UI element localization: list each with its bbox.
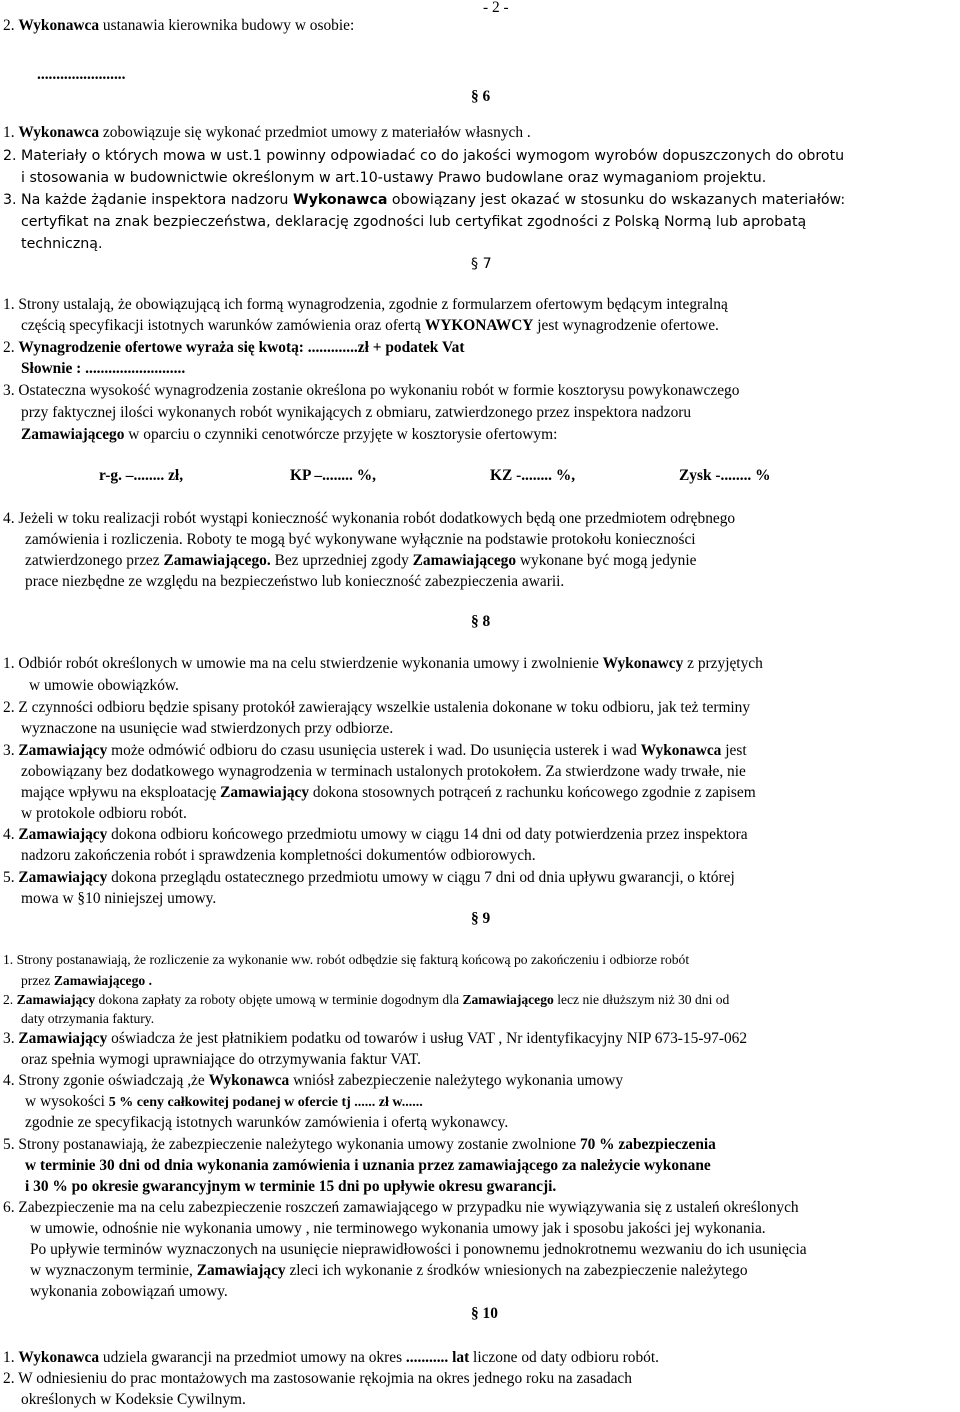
s8-p3-line2: zobowiązany bez dodatkowego wynagrodzenia w terminach ustalonych protokołem. Za stwierdzone wady trwałe, nie (21, 763, 746, 780)
s9-p1-line1: 1. Strony postanawiają, że rozliczenie za wykonanie ww. robót odbędzie się fakturą końcową po zakończeniu i odbiorze robót (3, 952, 690, 967)
s8-p4-line1: 4. Zamawiający dokona odbioru końcowego przedmiotu umowy w ciągu 14 dni od daty potwierdzenia przez inspektora (3, 826, 748, 843)
factor-kp: KP –........ %, (290, 467, 376, 484)
s6-p3-line2: certyfikat na znak bezpieczeństwa, deklarację zgodności lub certyfikat zgodności z Polską Normą lub aprobatą (21, 214, 807, 230)
s9-p6-line1: 6. Zabezpieczenie ma na celu zabezpieczenie roszczeń zamawiającego w przypadku nie wywiązywania się z ustaleń określonych (3, 1199, 799, 1216)
s8-p1-line2: w umowie obowiązków. (29, 677, 179, 694)
s10-p2-line1: 2. W odniesieniu do prac montażowych ma zastosowanie rękojmia na okres jednego roku na zasadach (3, 1370, 632, 1387)
s9-p2-line1: 2. Zamawiający dokona zapłaty za roboty objęte umową w terminie dogodnym dla Zamawiającego lecz nie dłuższym niż 30 dni od (3, 992, 730, 1007)
s7-p4-line2: zamówienia i rozliczenia. Roboty te mogą być wykonywane wyłącznie na podstawie protokołu konieczności (25, 531, 696, 548)
s7-p4-line3: zatwierdzonego przez Zamawiającego. Bez uprzedniej zgody Zamawiającego wykonane być mogą jedynie (25, 552, 697, 569)
section-7-heading: § 7 (471, 256, 492, 272)
s9-p4-line1: 4. Strony zgonie oświadczają ,że Wykonawca wniósł zabezpieczenie należytego wykonania umowy (3, 1072, 624, 1089)
s7-p2-line2: Słownie : .......................... (21, 360, 186, 377)
s7-p4-line4: prace niezbędne ze względu na bezpieczeństwo lub konieczność zabezpieczenia awarii. (25, 573, 565, 590)
s9-p6-line2: w umowie, odnośnie nie wykonania umowy , nie terminowego wykonania umowy jak i sposobu jakości jej wykonania. (30, 1220, 766, 1237)
section-8-heading: § 8 (471, 613, 491, 630)
intro-line: 2. Wykonawca ustanawia kierownika budowy w osobie: (3, 17, 355, 34)
s8-p2-line1: 2. Z czynności odbioru będzie spisany protokół zawierający wszelkie ustalenia dokonane w toku odbioru, jak też terminy (3, 699, 751, 716)
s6-p2-line1: 2. Materiały o których mowa w ust.1 powinny odpowiadać co do jakości wymogom wyrobów dopuszczonych do obrotu (3, 148, 845, 164)
s8-p5-line1: 5. Zamawiający dokona przeglądu ostatecznego przedmiotu umowy w ciągu 7 dni od dnia upływu gwarancji, o której (3, 869, 735, 886)
s9-p5-line2: w terminie 30 dni od dnia wykonania zamówienia i uznania przez zamawiającego za należycie wykonane (25, 1157, 711, 1174)
factor-rg: r-g. –........ zł, (99, 467, 184, 484)
s9-p6-line3: Po upływie terminów wyznaczonych na usunięcie nieprawidłowości i ponownemu jednokrotnemu wezwaniu do ich usunięcia (30, 1241, 807, 1258)
s9-p4-line2: w wysokości 5 % ceny całkowitej podanej w ofercie tj ...... zł w...... (25, 1093, 423, 1110)
s10-p2-line2: określonych w Kodeksie Cywilnym. (21, 1391, 246, 1408)
factor-zysk: Zysk -........ % (679, 467, 771, 484)
s9-p1-line2: przez Zamawiającego . (21, 973, 152, 988)
section-9-heading: § 9 (471, 910, 491, 927)
s7-p1-line2: częścią specyfikacji istotnych warunków zamówienia oraz ofertą WYKONAWCY jest wynagrodzenie ofertowe. (21, 317, 719, 334)
s10-p1: 1. Wykonawca udziela gwarancji na przedmiot umowy na okres ........... lat liczone od daty odbioru robót. (3, 1349, 659, 1366)
s7-p1-line1: 1. Strony ustalają, że obowiązującą ich formą wynagrodzenia, zgodnie z formularzem ofertowym będącym integralną (3, 296, 728, 313)
intro-dots: ....................... (37, 66, 126, 83)
s9-p3-line1: 3. Zamawiający oświadcza że jest płatnikiem podatku od towarów i usług VAT , Nr identyfikacyjny NIP 673-15-97-062 (3, 1030, 748, 1047)
s8-p2-line2: wyznaczone na usunięcie wad stwierdzonych przy odbiorze. (21, 720, 394, 737)
s7-p3-line1: 3. Ostateczna wysokość wynagrodzenia zostanie określona po wykonaniu robót w formie kosztorysu powykonawczego (3, 382, 740, 399)
section-10-heading: § 10 (471, 1305, 498, 1322)
s9-p3-line2: oraz spełnia wymogi uprawniające do otrzymywania faktur VAT. (21, 1051, 422, 1068)
s6-p2-line2: i stosowania w budownictwie określonym w art.10-ustawy Prawo budowlane oraz wymaganiom projektu. (21, 170, 767, 186)
page-number: - 2 - (483, 0, 509, 16)
s9-p2-line2: daty otrzymania faktury. (21, 1011, 155, 1026)
s9-p4-line3: zgodnie ze specyfikacją istotnych warunków zamówienia i ofertą wykonawcy. (25, 1114, 509, 1131)
s7-p3-line2: przy faktycznej ilości wykonanych robót wynikających z obmiaru, zatwierdzonego przez inspektora nadzoru (21, 404, 692, 421)
s9-p6-line5: wykonania zobowiązań umowy. (30, 1283, 228, 1300)
s8-p5-line2: mowa w §10 niniejszej umowy. (21, 890, 217, 907)
s8-p3-line3: mające wpływu na eksploatację Zamawiający dokona stosownych potrąceń z rachunku końcowego zgodnie z zapisem (21, 784, 756, 801)
s7-p2-line1: 2. Wynagrodzenie ofertowe wyraża się kwotą: .............zł + podatek Vat (3, 339, 465, 356)
s9-p6-line4: w wyznaczonym terminie, Zamawiający zleci ich wykonanie z środków wniesionych na zabezpieczenie należytego (30, 1262, 748, 1279)
s8-p1-line1: 1. Odbiór robót określonych w umowie ma na celu stwierdzenie wykonania umowy i zwolnienie Wykonawcy z przyjętych (3, 655, 763, 672)
s6-p1: 1. Wykonawca zobowiązuje się wykonać przedmiot umowy z materiałów własnych . (3, 124, 531, 141)
s9-p5-line1: 5. Strony postanawiają, że zabezpieczenie należytego wykonania umowy zostanie zwolnione 70 % zabezpieczenia (3, 1136, 716, 1153)
section-6-heading: § 6 (471, 88, 491, 105)
s9-p5-line3: i 30 % po okresie gwarancyjnym w terminie 15 dni po upływie okresu gwarancji. (25, 1178, 557, 1195)
s7-p4-line1: 4. Jeżeli w toku realizacji robót wystąpi konieczność wykonania robót dodatkowych będą one przedmiotem odrębnego (3, 510, 736, 527)
s6-p3-line3: techniczną. (21, 236, 103, 252)
s8-p3-line4: w protokole odbioru robót. (21, 805, 187, 822)
s8-p4-line2: nadzoru zakończenia robót i sprawdzenia kompletności dokumentów odbiorowych. (21, 847, 536, 864)
s8-p3-line1: 3. Zamawiający może odmówić odbioru do czasu usunięcia usterek i wad. Do usunięcia usterek i wad Wykonawca jest (3, 742, 747, 759)
s6-p3-line1: 3. Na każde żądanie inspektora nadzoru Wykonawca obowiązany jest okazać w stosunku do wskazanych materiałów: (3, 192, 846, 208)
s7-p3-line3: Zamawiającego w oparciu o czynniki cenotwórcze przyjęte w kosztorysie ofertowym: (21, 426, 558, 443)
factor-kz: KZ -........ %, (490, 467, 576, 484)
